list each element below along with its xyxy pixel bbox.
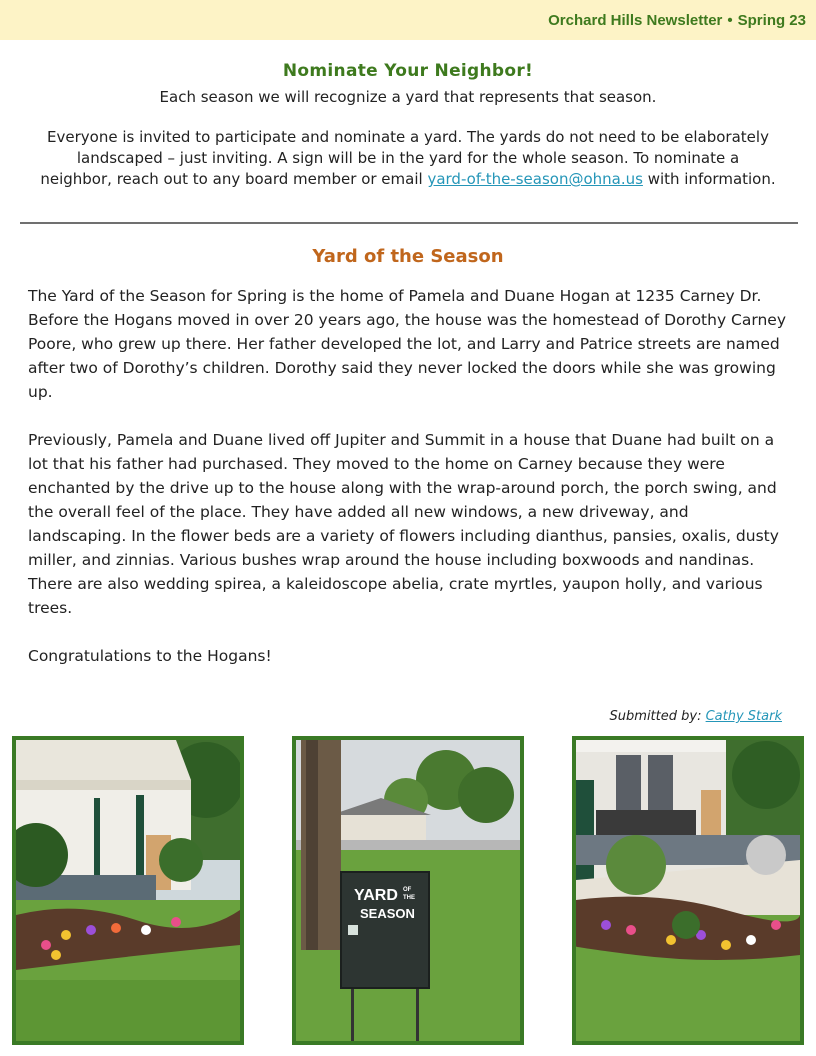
submitter-link[interactable]: Cathy Stark: [705, 709, 782, 724]
photo-yard-sign: [292, 736, 524, 1045]
submitted-by-label: Submitted by:: [609, 709, 702, 724]
nominate-subtitle: Each season we will recognize a yard that represents that season.: [159, 88, 657, 106]
newsletter-issue: Spring 23: [737, 12, 806, 29]
nominate-heading: Nominate Your Neighbor!: [282, 61, 534, 81]
article-paragraph: The Yard of the Season for Spring is the home of Pamela and Duane Hogan at 1235 Carney Dr. Before the Hogans moved in over 20 years ago, the house was the homestead of Dorothy Carney Poore, who grew up there. Her father developed the lot, and Larry and Patrice streets are named after two of Dorothy’s children. Dorothy said they never locked the doors while she was growing up.: [28, 287, 787, 401]
newsletter-header-bar: [0, 0, 816, 40]
sign-word-yard: YARD: [354, 887, 398, 904]
article-body: [28, 284, 790, 692]
newsletter-name: Orchard Hills Newsletter: [548, 12, 723, 29]
nominate-body-text: Everyone is invited to participate and nominate a yard. The yards do not need to be elaborately landscaped – just inviting. A sign will be in the yard for the whole season. To nominate a neighbor, reach out to any board member or email: [40, 128, 769, 188]
header-separator: •: [727, 12, 733, 29]
sign-word-the: THE: [403, 895, 415, 901]
house-porch-illustration: [16, 740, 240, 1041]
article-paragraph: Previously, Pamela and Duane lived off Jupiter and Summit in a house that Duane had built on a lot that his father had purchased. They moved to the home on Carney because they were enchanted by the drive up to the house along with the wrap-around porch, the porch swing, and the overall feel of the place. They have added all new windows, a new driveway, and landscaping. In the flower beds are a variety of flowers including dianthus, pansies, oxalis, dusty miller, and zinnias. Various bushes wrap around the house including boxwoods and nandinas. There are also wedding spirea, a kaleidoscope abelia, crate myrtles, yaupon holly, and various trees.: [28, 431, 779, 617]
yard-of-season-heading: Yard of the Season: [312, 246, 504, 267]
sign-word-of: OF: [403, 887, 412, 893]
sign-word-season: SEASON: [360, 906, 415, 921]
submitted-by: [610, 709, 782, 724]
article-paragraph: Congratulations to the Hogans!: [28, 647, 272, 665]
newsletter-header-text: [548, 12, 806, 29]
nominate-email-link[interactable]: yard-of-the-season@ohna.us: [427, 170, 643, 188]
section-divider: [20, 222, 798, 224]
photo-porch-flowerbed: [572, 736, 804, 1045]
nominate-body-end: with information.: [642, 170, 776, 188]
nominate-body: [40, 127, 776, 190]
porch-flowerbed-illustration: [576, 740, 800, 1041]
photo-house-porch: [12, 736, 244, 1045]
yard-sign-illustration: [296, 740, 520, 1041]
